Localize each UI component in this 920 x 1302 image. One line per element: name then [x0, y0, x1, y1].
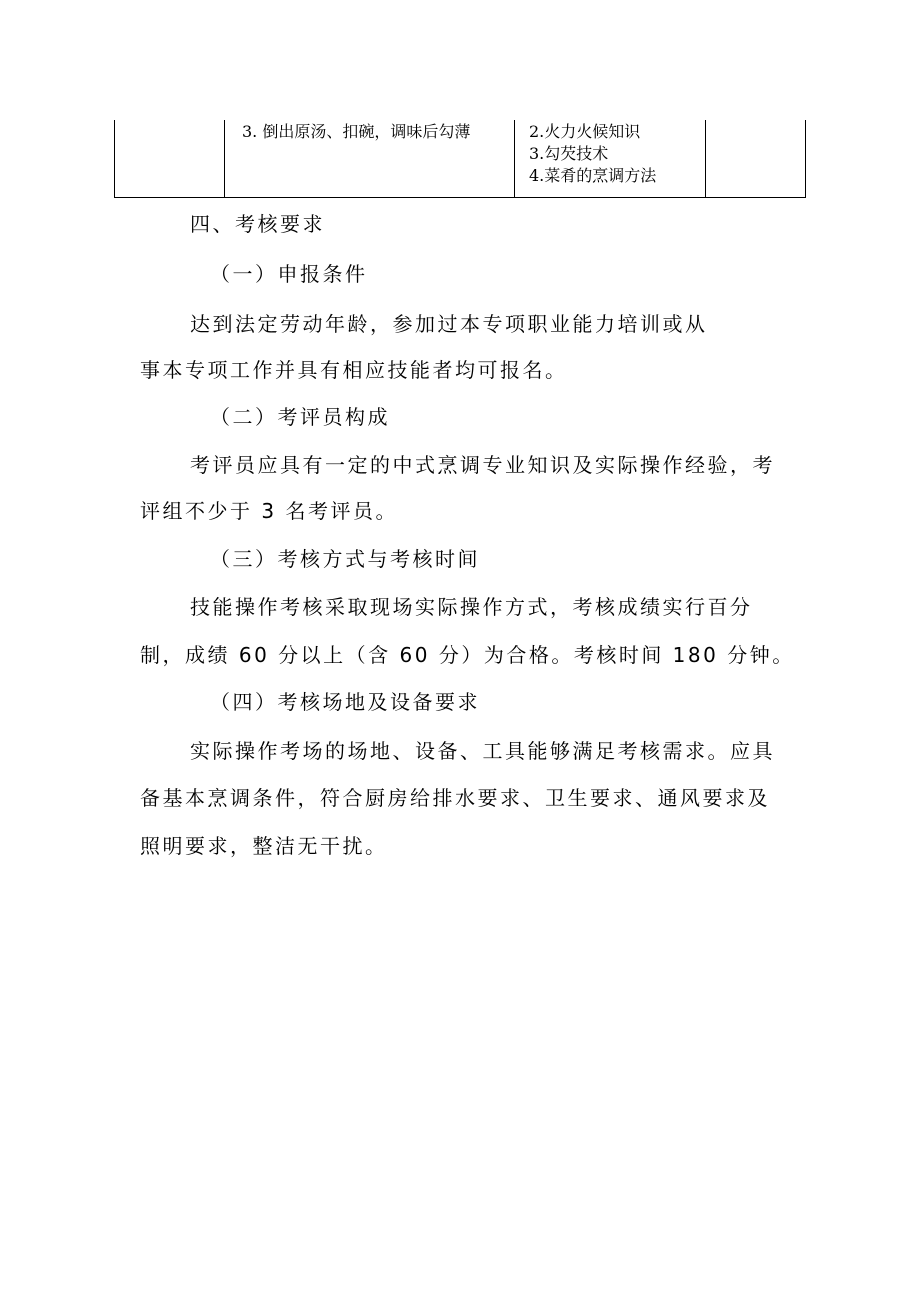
sub4-line: 备基本烹调条件，符合厨房给排水要求、卫生要求、通风要求及	[140, 786, 770, 810]
sub4-heading: （四）考核场地及设备要求	[210, 690, 480, 714]
sub3-heading: （三）考核方式与考核时间	[210, 547, 480, 571]
section-heading: 四、考核要求	[190, 212, 325, 236]
knowledge-item: 3.勾芡技术	[529, 144, 609, 163]
table-fragment	[0, 0, 920, 200]
sub4-line: 实际操作考场的场地、设备、工具能够满足考核需求。应具	[190, 739, 775, 763]
sub1-line: 达到法定劳动年龄，参加过本专项职业能力培训或从	[190, 312, 708, 336]
table-border-right	[805, 120, 806, 197]
sub3-line: 技能操作考核采取现场实际操作方式，考核成绩实行百分	[190, 595, 753, 619]
knowledge-item: 4.菜肴的烹调方法	[529, 166, 657, 185]
knowledge-item: 2.火力火候知识	[529, 122, 641, 141]
table-border-bottom	[114, 197, 806, 198]
table-border-col2	[514, 120, 515, 197]
table-border-col3	[705, 120, 706, 197]
sub2-line: 评组不少于 3 名考评员。	[140, 499, 398, 523]
sub1-line: 事本专项工作并具有相应技能者均可报名。	[140, 358, 568, 382]
sub3-line: 制，成绩 60 分以上（含 60 分）为合格。考核时间 180 分钟。	[140, 643, 795, 667]
sub1-heading: （一）申报条件	[210, 262, 368, 286]
sub2-line: 考评员应具有一定的中式烹调专业知识及实际操作经验，考	[190, 453, 775, 477]
table-cell-knowledge	[529, 121, 656, 187]
table-border-col1	[224, 120, 225, 197]
table-cell-step: 3. 倒出原汤、扣碗，调味后勾薄	[242, 122, 471, 141]
sub2-heading: （二）考评员构成	[210, 405, 390, 429]
sub4-line: 照明要求，整洁无干扰。	[140, 834, 388, 858]
table-border-left	[114, 120, 115, 197]
